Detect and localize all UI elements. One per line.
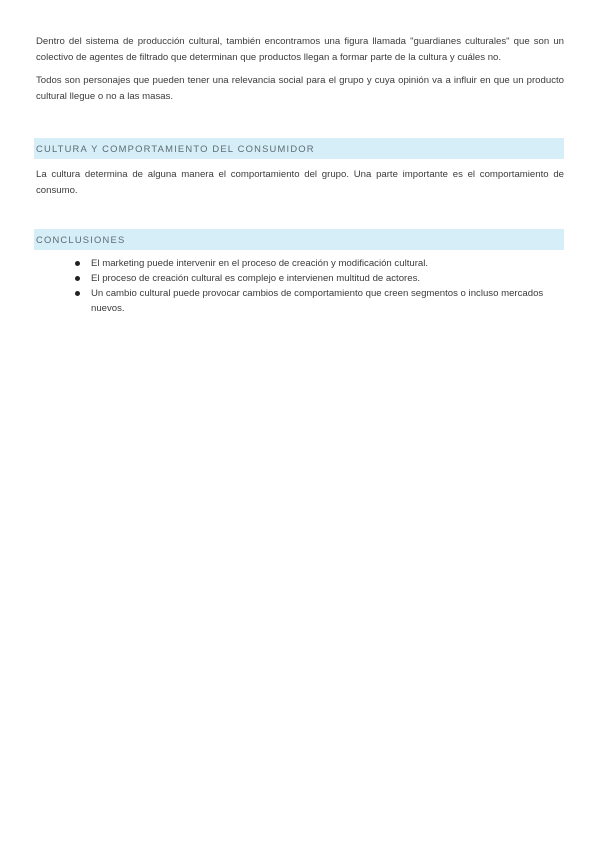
bullet-icon (75, 291, 80, 296)
bullet-icon (75, 261, 80, 266)
consumer-paragraph: La cultura determina de alguna manera el comportamiento del grupo. Una parte importante es el comportamiento de consumo. (36, 169, 564, 196)
list-item-text: El proceso de creación cultural es complejo e intervienen multitud de actores. (91, 273, 421, 284)
list-item (91, 286, 564, 316)
section-heading-consumer: CULTURA Y COMPORTAMIENTO DEL CONSUMIDOR (34, 138, 564, 159)
intro-paragraph-1: Dentro del sistema de producción cultural, también encontramos una figura llamada "guardianes culturales" que son un colectivo de agentes de filtrado que determinan que productos llegan a formar parte de la cultura y cuáles no. (36, 36, 564, 63)
document-page (36, 34, 564, 316)
list-item-text: Un cambio cultural puede provocar cambios de comportamiento que creen segmentos o incluso mercados nuevos. (91, 288, 544, 314)
list-item (91, 271, 564, 286)
list-item-text: El marketing puede intervenir en el proceso de creación y modificación cultural. (91, 258, 429, 269)
bullet-icon (75, 276, 80, 281)
section-heading-conclusions: CONCLUSIONES (34, 229, 564, 250)
intro-paragraph-2: Todos son personajes que pueden tener una relevancia social para el grupo y cuya opinión va a influir en que un producto cultural llegue o no a las masas. (36, 75, 564, 102)
list-item (91, 256, 564, 271)
conclusions-list (36, 256, 564, 316)
